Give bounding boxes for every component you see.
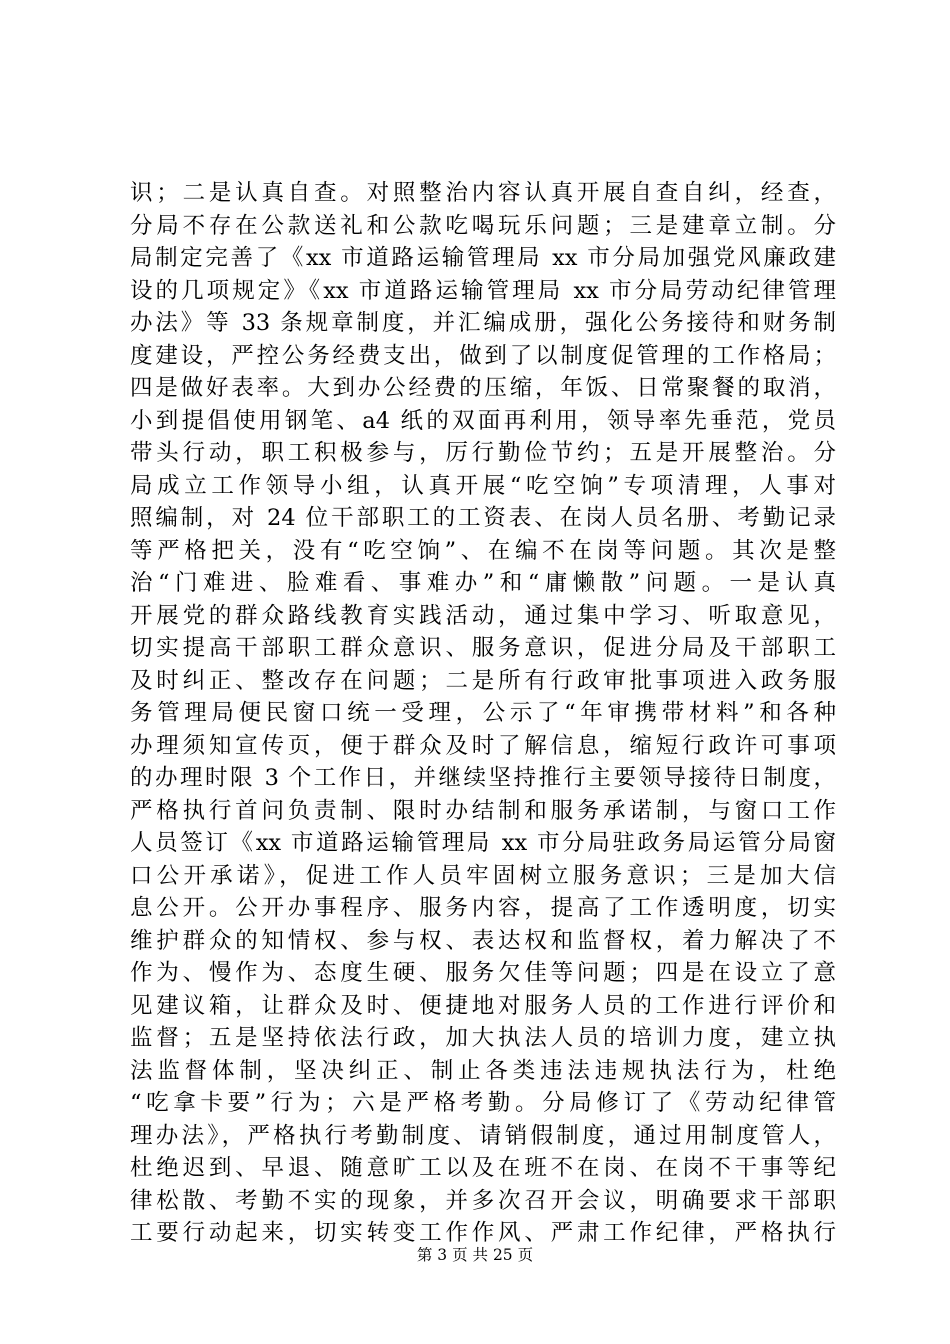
text-line: 人员签订《xx 市道路运输管理局 xx 市分局驻政务局运管分局窗 <box>130 830 836 856</box>
text-line: 识；二是认真自查。对照整治内容认真开展自查自纠，经查， <box>130 180 836 206</box>
text-line: 带头行动，职工积极参与，厉行勤俭节约；五是开展整治。分 <box>130 440 836 466</box>
text-line: 见建议箱，让群众及时、便捷地对服务人员的工作进行评价和 <box>130 992 836 1019</box>
text-line: 维护群众的知情权、参与权、表达权和监督权，着力解决了不 <box>130 927 836 954</box>
text-line: 监督；五是坚持依法行政，加大执法人员的培训力度，建立执 <box>130 1025 836 1051</box>
text-line: 口公开承诺》，促进工作人员牢固树立服务意识；三是加大信 <box>130 862 836 889</box>
text-line: 办法》等 33 条规章制度，并汇编成册，强化公务接待和财务制 <box>130 310 836 336</box>
text-line: 律松散、考勤不实的现象，并多次召开会议，明确要求干部职 <box>130 1187 836 1214</box>
text-line: 度建设，严控公务经费支出，做到了以制度促管理的工作格局； <box>130 342 836 369</box>
text-line: 息公开。公开办事程序、服务内容，提高了工作透明度，切实 <box>130 895 836 921</box>
text-line: 四是做好表率。大到办公经费的压缩，年饭、日常聚餐的取消， <box>130 375 836 401</box>
text-line: 及时纠正、整改存在问题；二是所有行政审批事项进入政务服 <box>130 667 836 694</box>
text-line: “吃拿卡要”行为；六是严格考勤。分局修订了《劳动纪律管 <box>130 1090 836 1116</box>
text-line: 治“门难进、脸难看、事难办”和“庸懒散”问题。一是认真 <box>130 570 836 596</box>
text-line: 理办法》，严格执行考勤制度、请销假制度，通过用制度管人， <box>130 1122 836 1149</box>
text-line: 照编制，对 24 位干部职工的工资表、在岗人员名册、考勤记录 <box>130 505 836 531</box>
text-line: 办理须知宣传页，便于群众及时了解信息，缩短行政许可事项 <box>130 732 836 759</box>
text-line: 的办理时限 3 个工作日，并继续坚持推行主要领导接待日制度， <box>130 765 836 791</box>
text-line: 局制定完善了《xx 市道路运输管理局 xx 市分局加强党风廉政建 <box>130 245 836 271</box>
text-line: 务管理局便民窗口统一受理，公示了“年审携带材料”和各种 <box>130 700 836 726</box>
text-line: 设的几项规定》《xx 市道路运输管理局 xx 市分局劳动纪律管理 <box>130 277 836 304</box>
text-line: 切实提高干部职工群众意识、服务意识，促进分局及干部职工 <box>130 635 836 661</box>
text-line: 等严格把关，没有“吃空饷”、在编不在岗等问题。其次是整 <box>130 537 836 564</box>
text-line: 工要行动起来，切实转变工作作风、严肃工作纪律，严格执行 <box>130 1220 836 1246</box>
text-line: 杜绝迟到、早退、随意旷工以及在班不在岗、在岗不干事等纪 <box>130 1155 836 1181</box>
text-line: 法监督体制，坚决纠正、制止各类违法违规执法行为，杜绝 <box>130 1057 836 1084</box>
page-footer: 第 3 页 共 25 页 <box>416 1246 534 1264</box>
text-line: 分局不存在公款送礼和公款吃喝玩乐问题；三是建章立制。分 <box>130 212 836 239</box>
text-line: 局成立工作领导小组，认真开展“吃空饷”专项清理，人事对 <box>130 472 836 499</box>
text-line: 作为、慢作为、态度生硬、服务欠佳等问题；四是在设立了意 <box>130 960 836 986</box>
text-line: 开展党的群众路线教育实践活动，通过集中学习、听取意见， <box>130 602 836 629</box>
text-line: 严格执行首问负责制、限时办结制和服务承诺制，与窗口工作 <box>130 797 836 824</box>
text-line: 小到提倡使用钢笔、a4 纸的双面再利用，领导率先垂范，党员 <box>130 407 836 434</box>
body-text <box>130 177 836 1250</box>
